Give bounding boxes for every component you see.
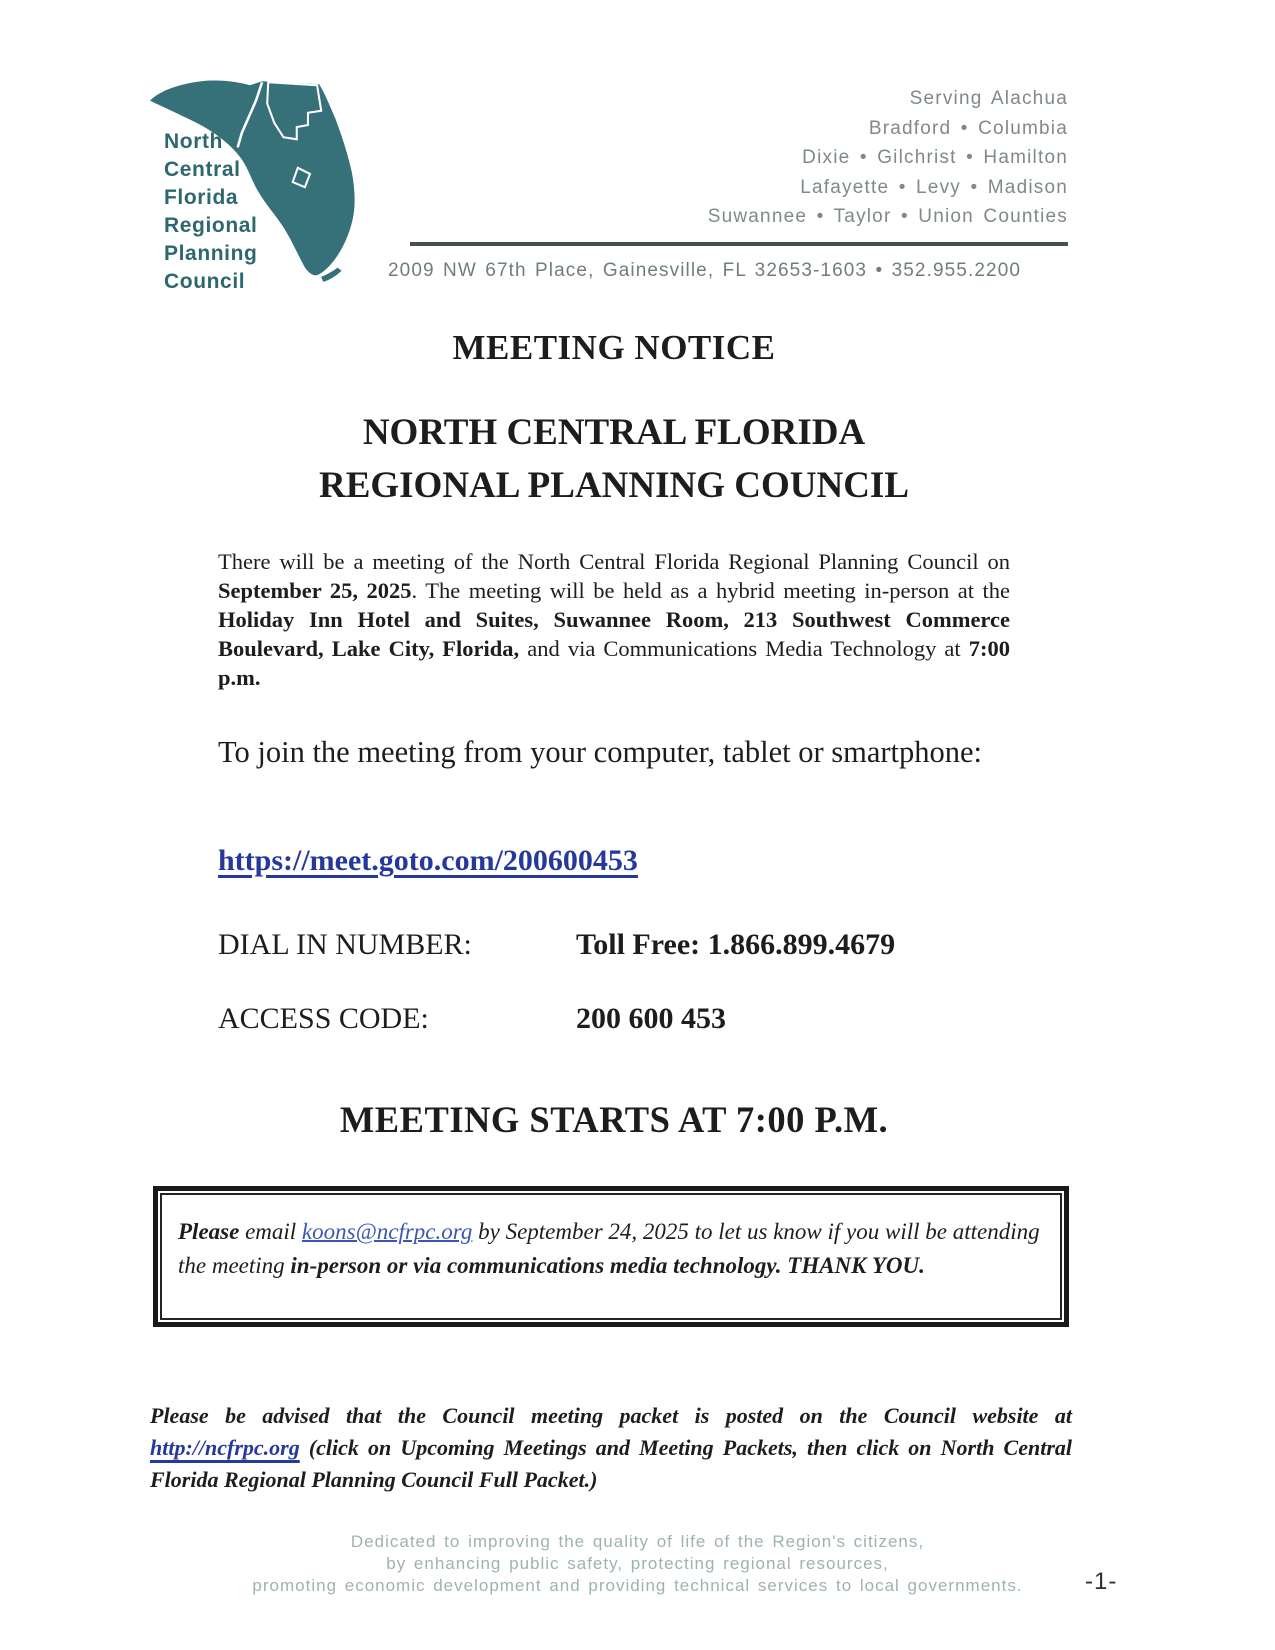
serving-line: Dixie • Gilchrist • Hamilton: [802, 147, 1068, 168]
packet-advisory: [150, 1400, 1072, 1496]
meeting-venue: Holiday Inn Hotel and Suites, Suwannee Room, 213 Southwest Commerce Boulevard, Lake City, Florida,: [218, 607, 1010, 661]
meeting-time: 7:00 p.m.: [218, 636, 1010, 690]
serving-line: Lafayette • Levy • Madison: [800, 176, 1068, 198]
intro-text: There will be a meeting of the North Central Florida Regional Planning Council on: [218, 549, 1010, 574]
access-code-value: 200 600 453: [576, 1002, 726, 1035]
join-prompt: To join the meeting from your computer, tablet or smartphone:: [218, 735, 983, 769]
logo-text-line: Central: [164, 158, 241, 181]
serving-counties: [708, 84, 1068, 232]
page-number: -1-: [1085, 1568, 1118, 1595]
org-title-line2: REGIONAL PLANNING COUNCIL: [318, 465, 909, 506]
rsvp-email-link[interactable]: koons@ncfrpc.org: [301, 1219, 473, 1244]
header-divider: [410, 242, 1068, 246]
dial-in-label: DIAL IN NUMBER:: [218, 928, 472, 961]
footer-motto-line: Dedicated to improving the quality of life of the Region's citizens,: [350, 1532, 925, 1551]
dial-in-row: [218, 928, 1010, 962]
intro-text: and via Communications Media Technology at: [519, 636, 969, 661]
rsvp-text: by September 24, 2025 to let us know if you will be attending the meeting: [178, 1219, 1040, 1278]
header-address: 2009 NW 67th Place, Gainesville, FL 32653-1603 • 352.955.2200: [388, 260, 1022, 281]
meeting-date: September 25, 2025: [218, 578, 412, 603]
meeting-link-row: [218, 844, 1010, 878]
page-title: MEETING NOTICE: [452, 328, 776, 367]
rsvp-note: [178, 1215, 1044, 1283]
rsvp-box-inner: [160, 1193, 1062, 1320]
intro-text: . The meeting will be held as a hybrid meeting in-person at the: [411, 578, 1010, 603]
logo-text-line: Council: [164, 270, 246, 293]
logo-text-line: North: [164, 130, 223, 153]
footer-motto-line: by enhancing public safety, protecting regional resources,: [386, 1554, 889, 1573]
access-code-label: ACCESS CODE:: [218, 1002, 429, 1035]
logo-wordmark: [164, 128, 257, 296]
rsvp-text: email: [239, 1219, 302, 1244]
serving-line: Suwannee • Taylor • Union Counties: [707, 206, 1068, 227]
footer-motto-line: promoting economic development and providing technical services to local governments.: [252, 1576, 1023, 1595]
meeting-intro-paragraph: [218, 547, 1010, 692]
rsvp-mode: in-person or via communications media technology.: [290, 1253, 782, 1278]
rsvp-please: Please: [178, 1219, 240, 1244]
access-code-row: [218, 1002, 1010, 1036]
logo-text-line: Florida: [164, 186, 239, 209]
meeting-start-banner: MEETING STARTS AT 7:00 P.M.: [339, 1099, 889, 1140]
footer-motto: [0, 1531, 1275, 1597]
logo-text-line: Planning: [164, 242, 258, 265]
advisory-text: (click on Upcoming Meetings and Meeting Packets, then click on North Central Florida Regional Planning Council Full Packet.): [150, 1435, 1072, 1492]
rsvp-thanks: THANK YOU.: [781, 1253, 925, 1278]
rsvp-box: [153, 1186, 1069, 1327]
org-title: [218, 406, 1010, 512]
org-title-line1: NORTH CENTRAL FLORIDA: [362, 412, 866, 453]
ncfrpc-logo: [148, 70, 364, 293]
serving-line: Bradford • Columbia: [868, 117, 1068, 139]
serving-line: Serving Alachua: [909, 88, 1068, 109]
advisory-text: Please be advised that the Council meeting packet is posted on the Council website at: [150, 1403, 1072, 1428]
dial-in-number: Toll Free: 1.866.899.4679: [576, 928, 896, 961]
logo-text-line: Regional: [164, 214, 258, 237]
council-website-link[interactable]: http://ncfrpc.org: [150, 1435, 300, 1460]
meeting-link[interactable]: https://meet.goto.com/200600453: [218, 844, 638, 877]
